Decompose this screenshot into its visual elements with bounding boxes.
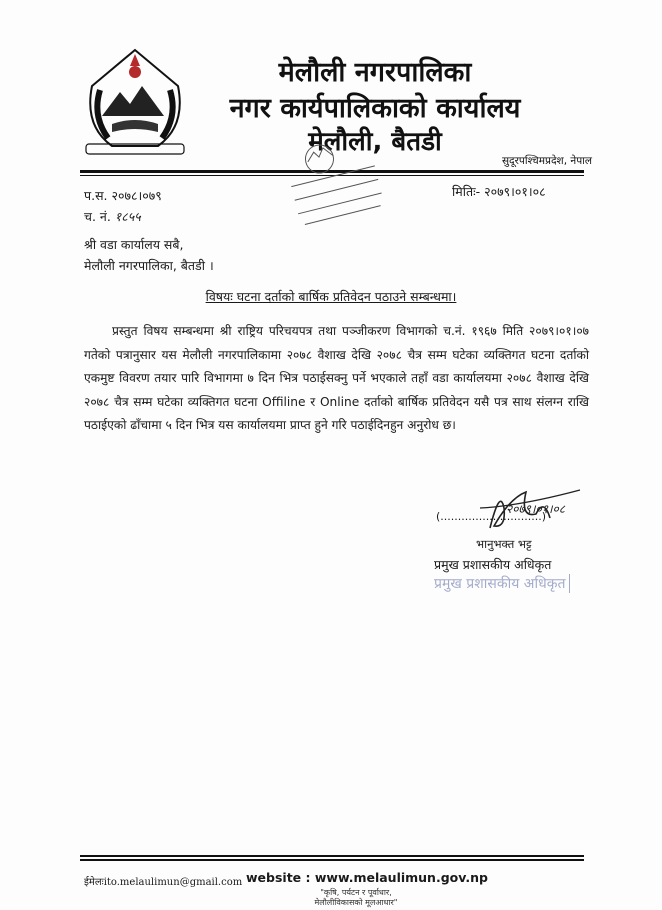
footer-rule-bottom [80, 859, 584, 861]
office-location: मेलौली, बैतडी [308, 127, 442, 157]
footer-motto-line-1: "कृषि, पर्यटन र पूर्वाधार, [320, 888, 392, 897]
recipient-line-1: श्री वडा कार्यालय सबै, [84, 237, 184, 252]
recipient-line-2: मेलौली नगरपालिका, बैतडी । [84, 258, 214, 273]
footer-website: website : www.melaulimun.gov.np [246, 870, 488, 885]
footer-motto-line-2: मेलौलीविकासको मूलआधार" [314, 898, 398, 907]
date-label: मितिः- [452, 184, 481, 199]
signature-date: २०७९।०१।०८ [506, 502, 566, 516]
cn-label: च. नं. [84, 209, 111, 224]
subject-line [0, 288, 662, 305]
cn-value: १८५५ [114, 209, 141, 224]
office-seal-icon [278, 136, 392, 232]
ps-label: प.स. [84, 188, 108, 203]
signatory-title: प्रमुख प्रशासकीय अधिकृत [434, 557, 552, 572]
letter-body: प्रस्तुत विषय सम्बन्धमा श्री राष्ट्रिय परिचयपत्र तथा पञ्जीकरण विभागको च.नं. १९६७ मिति २०७९।०१।०७ गतेको पत्रानुसार यस मेलौली नगरपालिकामा २०७८ वैशाख देखि २०७८ चैत्र सम्म घटेका व्यक्तिगत घटना दर्ताको एकमुष्ट विवरण तयार पारि विभागमा ७ दिन भित्र पठाईसक्नु पर्ने भएकाले तहाँ वडा कार्यालयमा २०७८ वैशाख देखि २०७८ चैत्र सम्म घटेका व्यक्तिगत घटना Offiline र Online दर्ताको बार्षिक प्रतिवेदन यसै पत्र साथ संलग्न राखि पठाईएको ढाँचामा ५ दिन भित्र यस कार्यालयमा प्राप्त हुने गरि पठाईदिनहुन अनुरोध छ। [84, 324, 589, 433]
nepal-emblem-icon [72, 46, 198, 158]
letter-date [452, 183, 546, 200]
letter-number [84, 187, 162, 204]
designation-stamp: प्रमुख प्रशासकीय अधिकृत [434, 574, 570, 593]
date-value: २०७९।०१।०८ [484, 184, 546, 199]
province-label: सुदूरपश्चिमप्रदेश, नेपाल [501, 155, 592, 167]
footer-rule-top [80, 855, 584, 857]
footer-email: ईमेलःito.melaulimun@gmail.com [84, 877, 243, 888]
municipality-name: मेलौली नगरपालिका [278, 57, 472, 88]
ps-value: २०७८।०७९ [111, 188, 162, 203]
signatory-name: भानुभक्त भट्ट [476, 537, 532, 551]
signature-dots: (.............................) [436, 510, 546, 523]
subject-text: विषयः घटना दर्ताको बार्षिक प्रतिवेदन पठाउने सम्बन्धमा। [205, 289, 457, 304]
office-name: नगर कार्यपालिकाको कार्यालय [229, 93, 521, 124]
dispatch-number [84, 208, 141, 225]
